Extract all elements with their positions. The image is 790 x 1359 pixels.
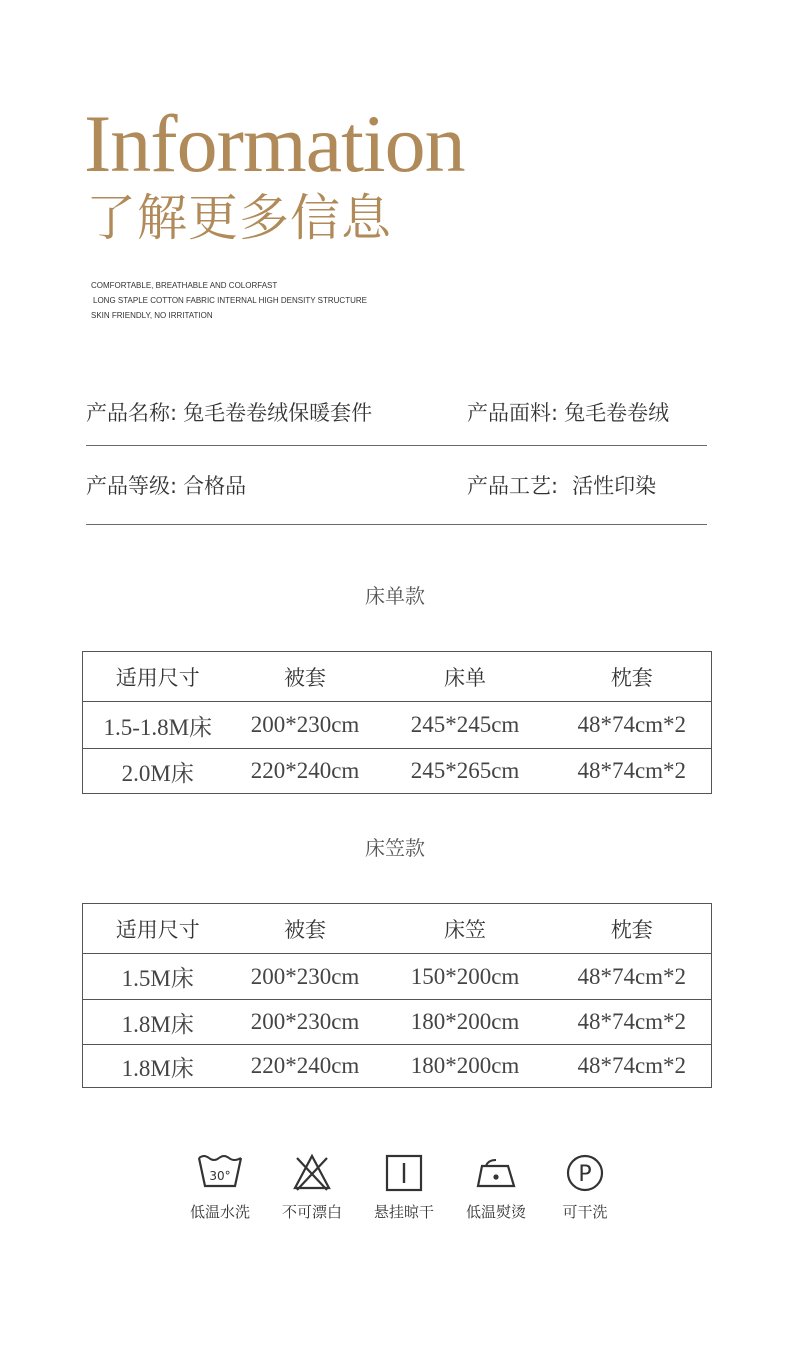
table-cell: 1.8M床 — [121, 1055, 194, 1081]
care-label: 低温水洗 — [189, 1203, 250, 1221]
divider — [86, 524, 707, 525]
table-cell: 48*74cm*2 — [553, 1000, 712, 1045]
info-row-name-fabric — [86, 396, 707, 474]
table-header-cell: 床单 — [378, 652, 553, 702]
table-cell: 1.8M床 — [83, 1000, 233, 1045]
info-label: 产品等级: — [86, 474, 178, 498]
sheet-size-table — [82, 651, 712, 794]
table-row — [83, 749, 712, 794]
wash-temp-text: 30° — [209, 1169, 231, 1183]
table-header-cell: 适用尺寸 — [83, 652, 233, 702]
table-row — [83, 954, 712, 1000]
info-value: 兔毛卷卷绒保暖套件 — [183, 401, 373, 425]
table-row — [83, 1000, 712, 1045]
info-product-grade — [86, 469, 246, 503]
care-item-iron — [451, 1152, 541, 1222]
section-title-fitted: 床笠款 — [365, 836, 425, 860]
table-cell: 48*74cm*2 — [577, 1053, 687, 1078]
table-row — [83, 1045, 712, 1088]
table-header-cell: 适用尺寸 — [83, 904, 233, 954]
info-product-craft — [467, 469, 656, 503]
wash-30-icon — [197, 1152, 243, 1192]
info-label: 产品名称: — [86, 401, 178, 425]
table-header-row — [83, 652, 712, 702]
care-item-dry-clean — [540, 1152, 630, 1222]
table-cell: 150*200cm — [378, 954, 553, 1000]
table-header-row — [83, 904, 712, 954]
page-title-cn: 了解更多信息 — [86, 189, 392, 247]
table-cell: 48*74cm*2 — [577, 758, 687, 783]
table-header-cell: 床笠 — [378, 904, 553, 954]
table-cell: 48*74cm*2 — [553, 702, 712, 749]
divider — [86, 445, 707, 446]
care-item-hang-dry — [359, 1152, 449, 1222]
info-row-grade-craft — [86, 469, 707, 547]
iron-low-icon — [474, 1152, 518, 1192]
table-cell: 200*230cm — [233, 702, 378, 749]
table-cell: 200*230cm — [233, 1000, 378, 1045]
info-label: 产品面料: — [467, 401, 559, 425]
table-header-cell: 被套 — [233, 652, 378, 702]
fitted-size-table — [82, 903, 712, 1088]
care-item-wash — [175, 1152, 265, 1222]
table-cell: 220*240cm — [250, 758, 360, 783]
table-cell: 2.0M床 — [121, 760, 194, 786]
table-header-cell: 枕套 — [553, 652, 712, 702]
tagline-list — [91, 278, 367, 323]
info-value: 合格品 — [183, 474, 247, 498]
dry-clean-letter: P — [578, 1162, 592, 1187]
table-header-cell: 被套 — [233, 904, 378, 954]
care-label: 不可漂白 — [281, 1203, 342, 1221]
table-cell: 180*200cm — [410, 1053, 520, 1078]
table-cell: 220*240cm — [250, 1053, 360, 1078]
page-title-en: Information — [84, 98, 465, 189]
no-bleach-icon — [292, 1152, 332, 1192]
tagline: LONG STAPLE COTTON FABRIC INTERNAL HIGH DENSITY STRUCTURE — [93, 296, 367, 305]
tagline: COMFORTABLE, BREATHABLE AND COLORFAST — [91, 281, 278, 290]
info-label: 产品工艺: — [467, 474, 559, 498]
care-label: 低温熨烫 — [465, 1203, 526, 1221]
table-cell: 1.5-1.8M床 — [83, 702, 233, 749]
table-row — [83, 702, 712, 749]
table-cell: 48*74cm*2 — [553, 954, 712, 1000]
info-value: 活性印染 — [572, 474, 657, 498]
care-label: 悬挂晾干 — [373, 1203, 434, 1221]
table-cell: 180*200cm — [378, 1000, 553, 1045]
info-product-fabric — [467, 396, 669, 430]
table-cell: 245*245cm — [378, 702, 553, 749]
section-title-sheet: 床单款 — [365, 584, 425, 608]
table-header-cell: 枕套 — [553, 904, 712, 954]
table-cell: 1.5M床 — [83, 954, 233, 1000]
table-cell: 200*230cm — [233, 954, 378, 1000]
care-item-no-bleach — [267, 1152, 357, 1222]
care-label: 可干洗 — [562, 1203, 608, 1221]
table-cell: 245*265cm — [410, 758, 520, 783]
dry-clean-icon — [565, 1152, 605, 1192]
hang-dry-icon — [384, 1152, 424, 1192]
info-value: 兔毛卷卷绒 — [564, 401, 670, 425]
tagline: SKIN FRIENDLY, NO IRRITATION — [91, 311, 213, 320]
info-product-name — [86, 396, 372, 430]
